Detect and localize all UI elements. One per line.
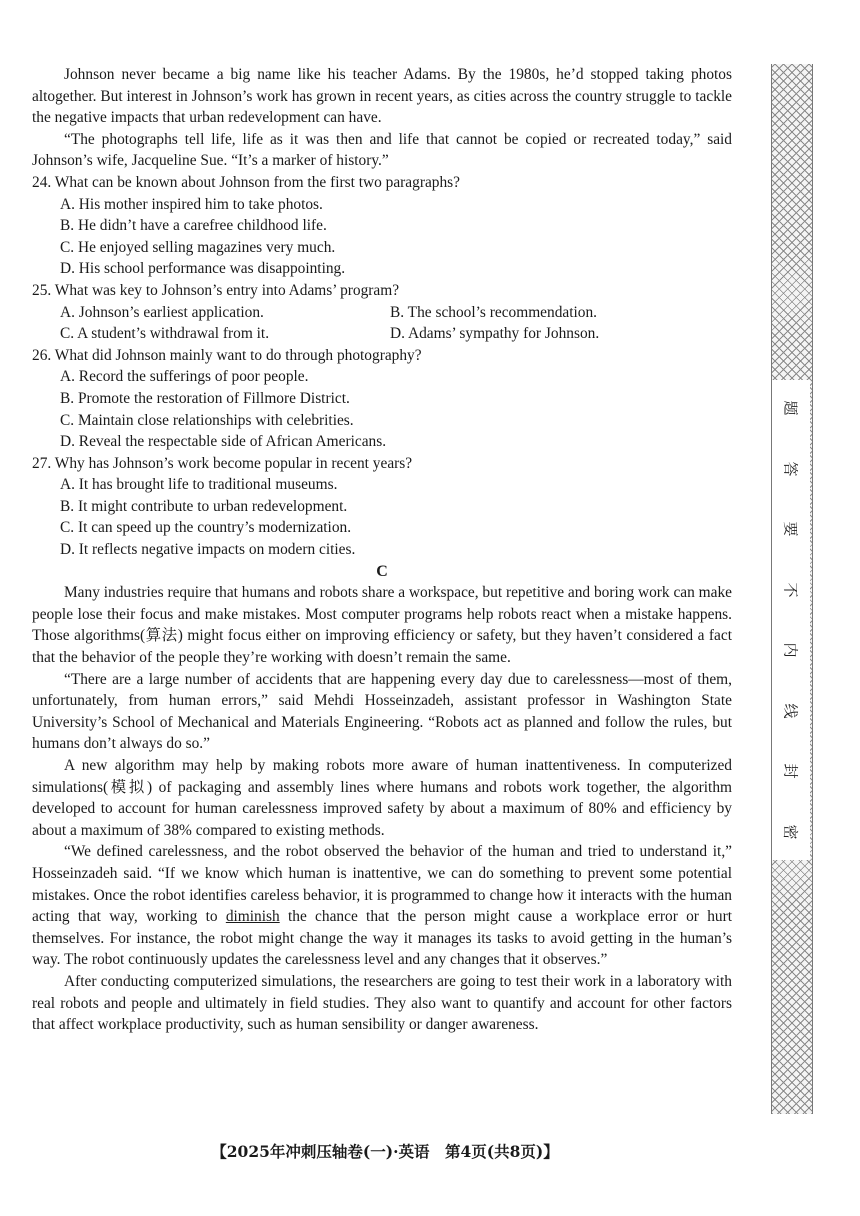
page-footer: 【2025年冲刺压轴卷(一)·英语 第4页(共8页)】: [211, 1142, 559, 1161]
option-c: C. He enjoyed selling magazines very much.: [60, 238, 336, 256]
binding-notice: [772, 380, 810, 860]
option-b: B. It might contribute to urban redevelopment.: [60, 497, 348, 515]
option-b: B. The school’s recommendation.: [390, 303, 598, 321]
question-stem: 25. What was key to Johnson’s entry into Adams’ program?: [32, 281, 400, 299]
passage-paragraph: “There are a large number of accidents that are happening every day due to carelessness—most of them, unfortunately, from human errors,” said Mehdi Hosseinzadeh, assistant professor in Washington State University’s School of Mechanical and Materials Engineering. “Robots act as planned and follow the rules, but humans don’t always do so.”: [32, 670, 732, 753]
question-27: [32, 453, 732, 561]
question-stem: 24. What can be known about Johnson from the first two paragraphs?: [32, 173, 460, 191]
underlined-word: diminish: [225, 908, 280, 926]
option-row: [32, 323, 732, 345]
option-a: A. Johnson’s earliest application.: [60, 303, 264, 321]
question-25: [32, 280, 732, 345]
option-d: D. His school performance was disappointing.: [60, 260, 346, 278]
notice-char: 线: [781, 703, 800, 719]
option-c: C. Maintain close relationships with celebrities.: [60, 411, 354, 429]
option-d: D. It reflects negative impacts on modern cities.: [60, 541, 356, 559]
option-c: C. It can speed up the country’s modernization.: [60, 519, 352, 537]
question-24: [32, 172, 732, 280]
section-heading: C: [376, 562, 388, 580]
page-content: [32, 64, 732, 1036]
passage-paragraph: “The photographs tell life, life as it was then and life that cannot be copied or recreated today,” said Johnson’s wife, Jacqueline Sue. “It’s a marker of history.”: [32, 130, 732, 170]
option-c: C. A student’s withdrawal from it.: [60, 325, 270, 343]
option-b: B. Promote the restoration of Fillmore District.: [60, 389, 350, 407]
notice-char: 答: [781, 461, 800, 477]
notice-char: 题: [781, 400, 800, 416]
passage-paragraph: [32, 841, 732, 971]
option-a: A. It has brought life to traditional museums.: [60, 476, 338, 494]
text-run: “We defined carelessness, and the robot observed the behavior of the human and tried to understand it,” Hosseinzadeh said. “If we know which human is inattentive, we can do something to prevent some potential mistakes. Once the robot identifies careless behavior, it is programmed to change how it interacts with the human acting that way, working to: [32, 843, 732, 926]
question-stem: 26. What did Johnson mainly want to do through photography?: [32, 346, 422, 364]
option-b: B. He didn’t have a carefree childhood life.: [60, 217, 327, 235]
notice-char: 内: [781, 642, 800, 658]
option-a: A. Record the sufferings of poor people.: [60, 368, 309, 386]
question-stem: 27. Why has Johnson’s work become popular in recent years?: [32, 454, 413, 472]
passage-paragraph: Johnson never became a big name like his teacher Adams. By the 1980s, he’d stopped taking photos altogether. But interest in Johnson’s work has grown in recent years, as cities across the country struggle to tackle the negative impacts that urban redevelopment can have.: [32, 66, 732, 127]
passage-paragraph: A new algorithm may help by making robots more aware of human inattentiveness. In computerized simulations(模拟) of packaging and assembly lines where humans and robots work together, the algorithm developed to account for human carelessness improved safety by about a maximum of 80% and efficiency by about a maximum of 38% compared to existing methods.: [32, 757, 732, 839]
notice-char: 不: [781, 582, 800, 598]
option-d: D. Reveal the respectable side of African Americans.: [60, 433, 387, 451]
notice-char: 要: [781, 521, 800, 537]
notice-char: 密: [781, 824, 800, 840]
passage-paragraph: After conducting computerized simulations, the researchers are going to test their work in a laboratory with real robots and people and ultimately in field studies. They also want to quantify and account for other factors that affect workplace productivity, such as human sensibility or danger awareness.: [32, 972, 732, 1034]
notice-char: 封: [781, 763, 800, 779]
option-d: D. Adams’ sympathy for Johnson.: [390, 325, 600, 343]
passage-paragraph: Many industries require that humans and robots share a workspace, but repetitive and boring work can make people lose their focus and make mistakes. Most computer programs help robots react when a mistake happens. Those algorithms(算法) might focus either on improving efficiency or safety, but they haven’t considered a fact that the behavior of the people they’re working with doesn’t remain the same.: [32, 584, 733, 667]
option-a: A. His mother inspired him to take photos.: [60, 195, 323, 213]
text-run: the chance that the person might cause a workplace error or hurt themselves. For instance, the robot might change the way it manages its tasks to avoid getting in the human’s way. The robot continuously updates the carelessness level and any changes that it observes.”: [32, 908, 732, 969]
option-row: [32, 302, 732, 324]
question-26: [32, 345, 732, 453]
